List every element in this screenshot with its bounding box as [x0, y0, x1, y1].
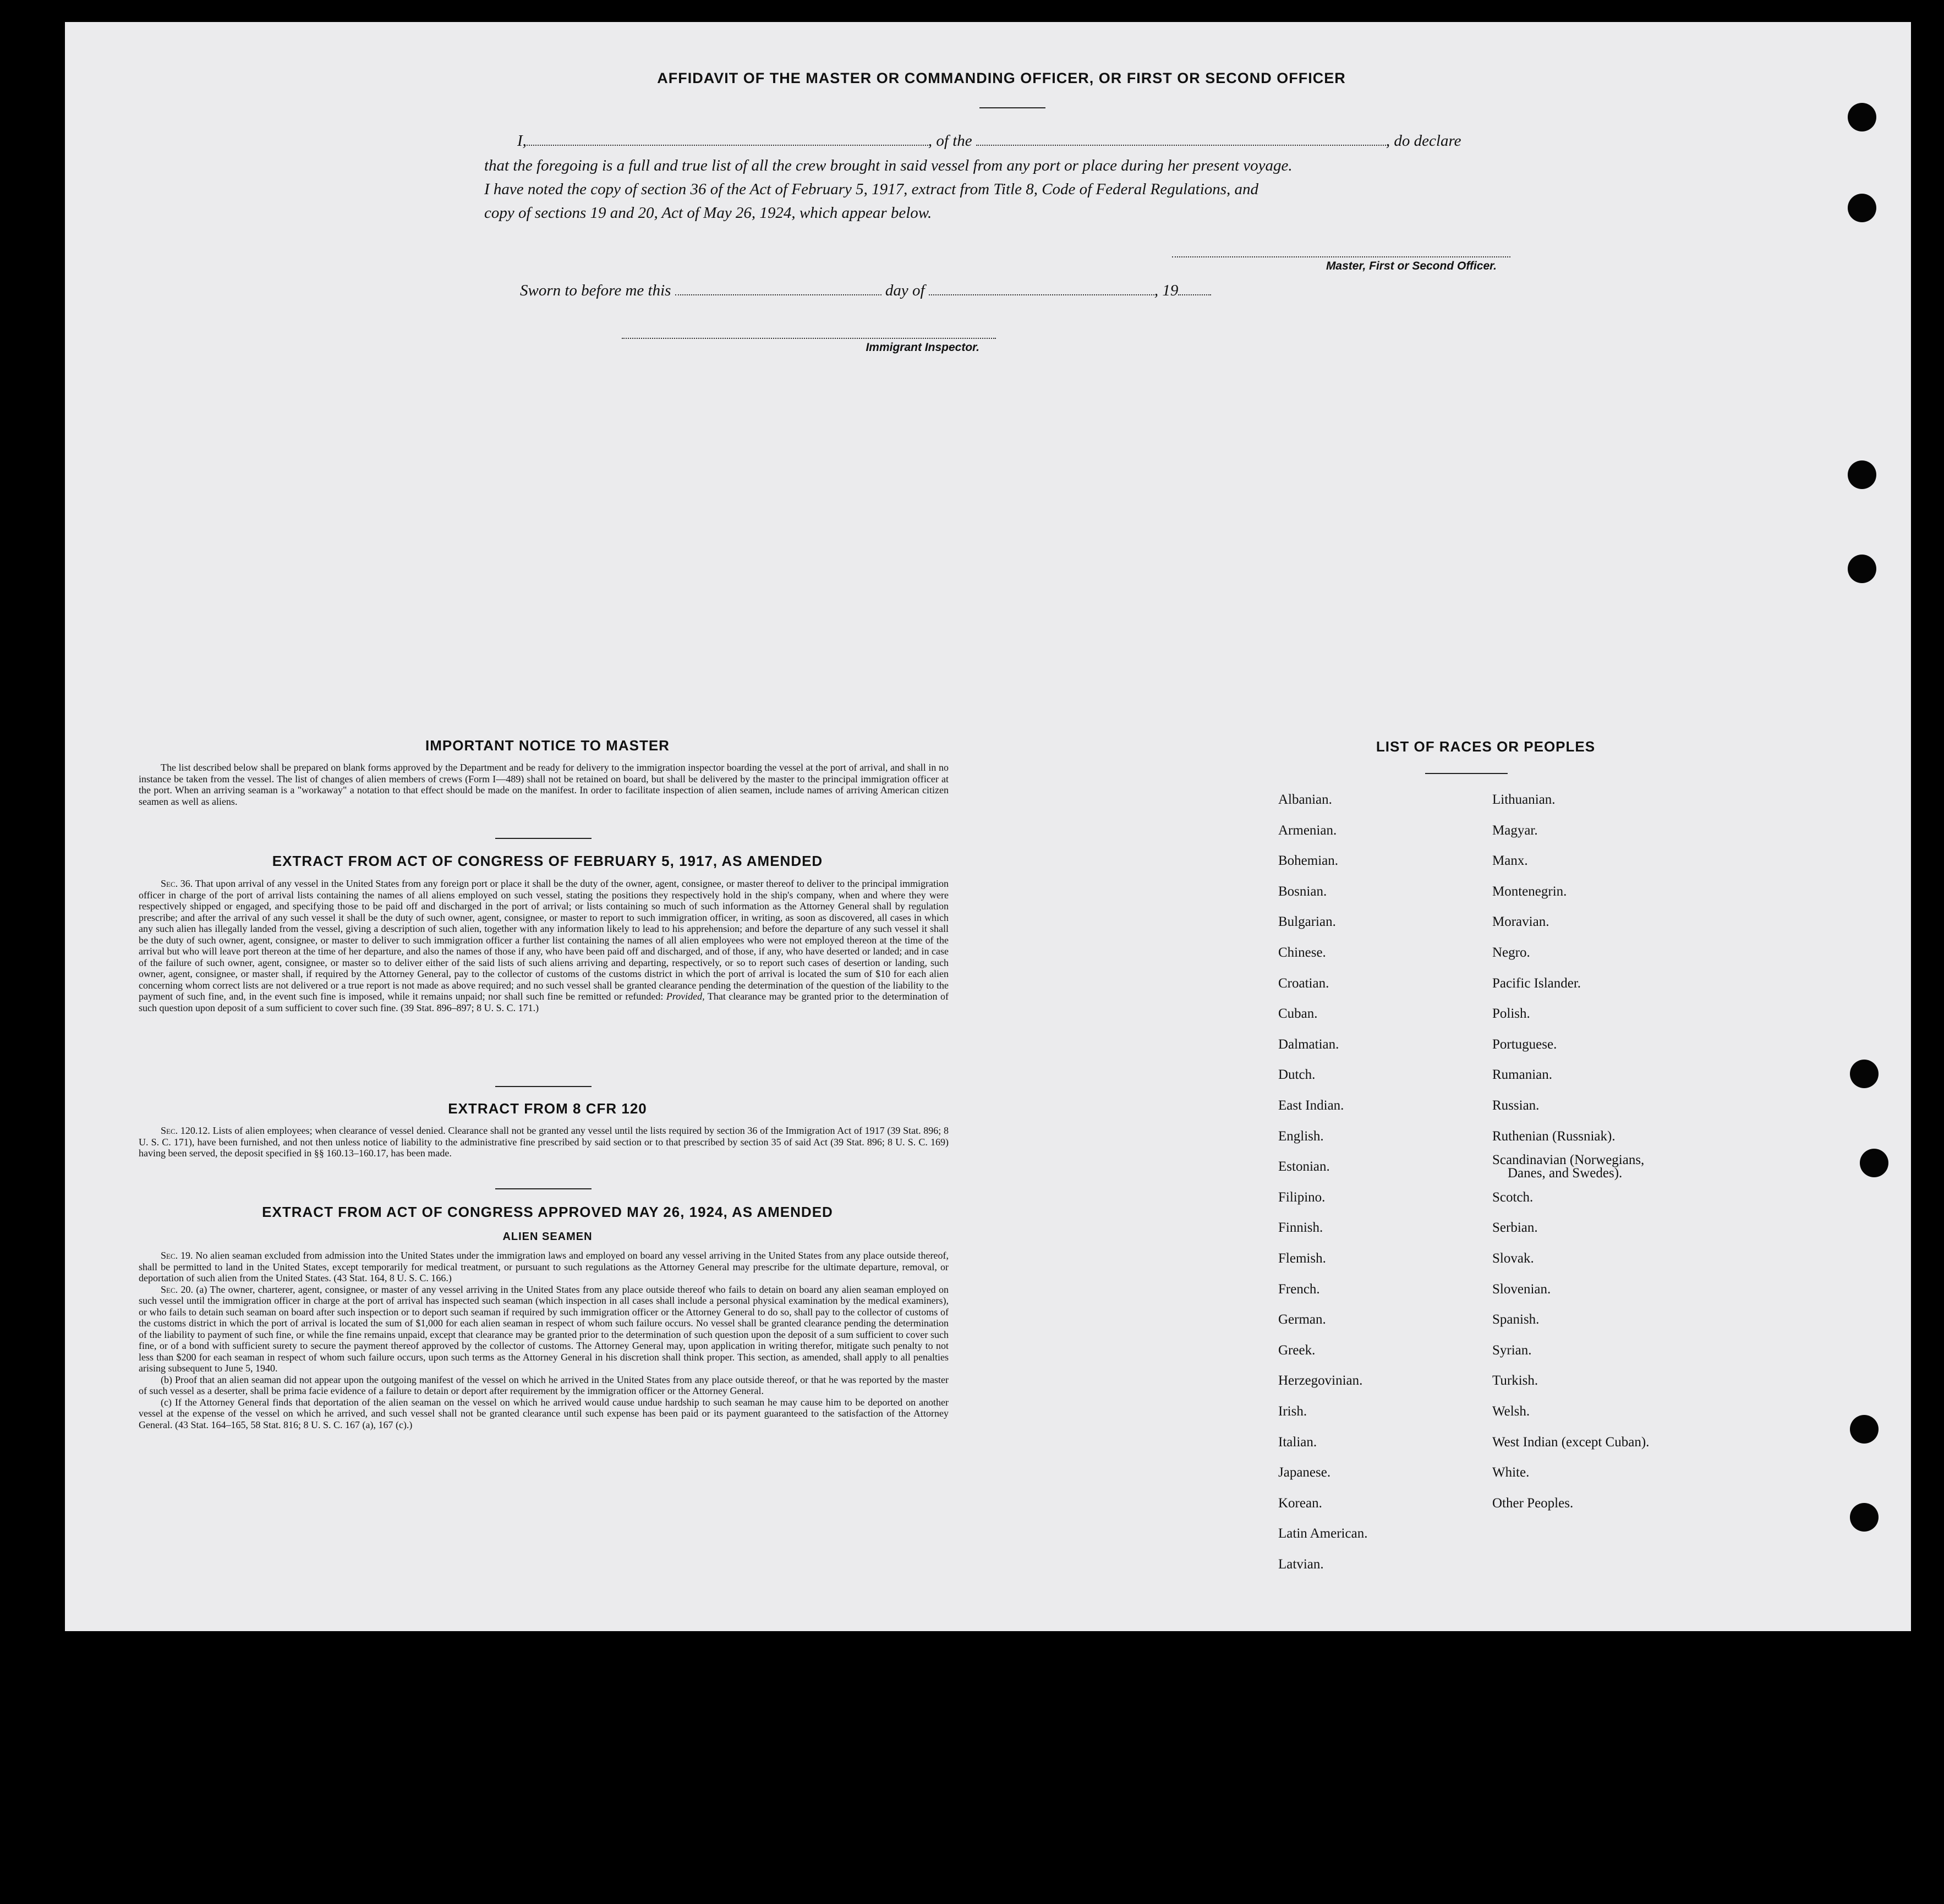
- race-item: Herzegovinian.: [1278, 1373, 1363, 1389]
- race-item: Estonian.: [1278, 1159, 1330, 1175]
- sec-19-label: Sec. 19.: [161, 1250, 193, 1261]
- vessel-name-blank[interactable]: [976, 145, 1386, 146]
- sec-20c-paragraph: (c) If the Attorney General finds that deportation of the alien seaman on the vessel on which he arrived would cause undue hardship to such seaman he may cause him to be deported on another vessel at the expense of the vessel on which he arrived, and such vessel shall not be granted clearance until such expense has been paid or its payment guaranteed to the satisfaction of the Attorney General. (43 Stat. 164–165, 58 Stat. 816; 8 U. S. C. 167 (a), 167 (c).): [139, 1396, 949, 1430]
- race-item: Bohemian.: [1278, 853, 1339, 869]
- race-item: Albanian.: [1278, 792, 1332, 807]
- sec-19-paragraph: [139, 1250, 949, 1284]
- race-item: Moravian.: [1492, 914, 1549, 930]
- extract-cfr-title: EXTRACT FROM 8 CFR 120: [448, 1100, 647, 1117]
- race-item: West Indian (except Cuban).: [1492, 1434, 1650, 1450]
- race-item: Latin American.: [1278, 1526, 1368, 1541]
- affidavit-declaration-line: [517, 132, 1513, 150]
- sec-20a-paragraph: [139, 1284, 949, 1374]
- race-item: Slovak.: [1492, 1251, 1534, 1266]
- races-title: LIST OF RACES OR PEOPLES: [1376, 738, 1596, 755]
- alien-seamen-subtitle: ALIEN SEAMEN: [502, 1231, 593, 1243]
- binder-hole: [1860, 1149, 1888, 1177]
- master-signature-label: Master, First or Second Officer.: [1326, 260, 1497, 272]
- sworn-year-blank[interactable]: [1178, 294, 1211, 295]
- extract-1917-title: EXTRACT FROM ACT OF CONGRESS OF FEBRUARY 5, 1917, AS AMENDED: [272, 853, 823, 869]
- binder-hole: [1848, 555, 1876, 583]
- provided-label: Provided,: [666, 991, 705, 1002]
- race-item: Irish.: [1278, 1404, 1307, 1419]
- race-item: Cuban.: [1278, 1006, 1318, 1022]
- race-item: Ruthenian (Russniak).: [1492, 1128, 1616, 1144]
- sec-36-text: That upon arrival of any vessel in the United States from any foreign port or place it shall be the duty of the owner, agent, consignee, or master thereof to deliver to the principal immigration officer in charge of the port of arrival lists containing the names of all aliens employed on such vessel, stating the positions they respectively hold in the ship's company, when and where they were respectively shipped or engaged, and specifying those to be paid off and discharged in the port of arrival; or lists containing so much of such information as the Attorney General shall by regulation prescribe; and after the arrival of any such vessel it shall be the duty of such owner, agent, consignee, or master to report to such immigration officer, in writing, as soon as discovered, all cases in which any such alien has illegally landed from the vessel, giving a description of such alien, together with any information likely to lead to his apprehension; and before the departure of any such vessel it shall be the duty of such owner, agent, consignee, or master to deliver to such immigration officer a further list containing the names of all alien employees who were not employed thereon at the time of the arrival but who will leave port thereon at the time of her departure, and also the names of those if any, who have been paid off and discharged, and of those, if any, who have deserted or landed; and in case of the failure of such owner, agent, consignee, or master so to deliver either of the said lists of such aliens arriving and departing, respectively, or so to report such cases of desertion or landing, such owner, agent, consignee, or master shall, if required by the Attorney General, pay to the collector of customs of the customs district in which the port of arrival is located the sum of $10 for each alien concerning whom correct lists are not delivered or a true report is not made as above required; and no such vessel shall be granted clearance pending the determination of the question of the liability to the payment of such fine, and, in the event such fine is imposed, while it remains unpaid; nor shall such fine be remitted or refunded:: [139, 878, 949, 1002]
- race-item: Finnish.: [1278, 1220, 1323, 1236]
- race-item: Turkish.: [1492, 1373, 1538, 1389]
- binder-hole: [1850, 1415, 1879, 1444]
- binder-hole: [1850, 1060, 1879, 1088]
- binder-hole: [1848, 103, 1876, 131]
- race-item: Polish.: [1492, 1006, 1530, 1022]
- race-item: Welsh.: [1492, 1404, 1530, 1419]
- race-item: Russian.: [1492, 1098, 1540, 1113]
- of-the-label: , of the: [928, 132, 972, 150]
- race-item: Japanese.: [1278, 1465, 1331, 1480]
- race-item: Spanish.: [1492, 1312, 1540, 1327]
- race-item: French.: [1278, 1281, 1320, 1297]
- affidavit-text-line: that the foregoing is a full and true list of all the crew brought in said vessel from any port or place during her present voyage.: [484, 157, 1293, 174]
- race-item: Slovenian.: [1492, 1281, 1551, 1297]
- race-item: Negro.: [1492, 945, 1530, 960]
- divider: [495, 1188, 592, 1189]
- affidavit-text: [484, 154, 1513, 225]
- affidavit-text-line: copy of sections 19 and 20, Act of May 26, 1924, which appear below.: [484, 204, 932, 222]
- sec-36-label: Sec. 36.: [161, 878, 193, 889]
- sec-120-label: Sec. 120.12.: [161, 1125, 210, 1136]
- race-item: Armenian.: [1278, 822, 1337, 838]
- race-item: Scandinavian (Norwegians,: [1492, 1153, 1645, 1168]
- sec-36-text-end: That clearance may be granted prior to the determination of such question upon deposit of a sum sufficient to cover such fine. (39 Stat. 896–897; 8 U. S. C. 171.): [139, 991, 949, 1013]
- inspector-signature-line[interactable]: [622, 325, 996, 339]
- sec-19-text: No alien seaman excluded from admission into the United States under the immigration laws and employed on board any vessel arriving in the United States from any place outside thereof, shall be permitted to land in the United States, except temporarily for medical treatment, or pursuant to such regulations as the Attorney General may prescribe for the ultimate departure, removal, or deportation of such alien from the United States. (43 Stat. 164, 8 U. S. C. 166.): [139, 1250, 949, 1283]
- race-item: Pacific Islander.: [1492, 975, 1581, 991]
- race-item: Croatian.: [1278, 975, 1329, 991]
- race-item: White.: [1492, 1465, 1530, 1480]
- sec-20-label: Sec. 20.: [161, 1283, 193, 1295]
- race-item: Dutch.: [1278, 1067, 1316, 1083]
- race-item: Rumanian.: [1492, 1067, 1553, 1083]
- race-item: Dalmatian.: [1278, 1036, 1339, 1052]
- extract-1924-title: EXTRACT FROM ACT OF CONGRESS APPROVED MAY 26, 1924, AS AMENDED: [262, 1204, 833, 1220]
- race-item: Flemish.: [1278, 1251, 1326, 1266]
- extract-cfr-body: [139, 1125, 949, 1159]
- title-underline: [979, 107, 1045, 108]
- race-item: Portuguese.: [1492, 1036, 1557, 1052]
- divider: [495, 838, 592, 839]
- sec-20a-text: (a) The owner, charterer, agent, consignee, or master of any vessel arriving in the United States from any place outside thereof who fails to detain on board any alien seaman employed on such vessel until the immigration officer in charge at the port of arrival has inspected such seaman (which inspection in all cases shall include a personal physical examination by the medical examiners), or who fails to detain such seaman on board after such inspection or to deport such seaman if required by such immigration officer or the Attorney General to do so, shall pay to the collector of customs of the customs district in which the port of arrival is located the sum of $1,000 for each alien seaman in respect of whom such failure occurs. No vessel shall be granted clearance pending the determination of the liability to payment of such fine, or while the fine remains unpaid, except that clearance may be granted prior to the determination of such question upon the deposit of a sum sufficient to cover such fine, or of a bond with sufficient surety to secure the payment thereof approved by the collector of customs. The Attorney General may, upon application in writing therefor, mitigate such penalty to not less than $200 for each seaman in respect of whom such failure occurs, upon such terms as the Attorney General in his discretion shall think proper. This section, as amended, shall apply to all penalties arising subsequent to June 5, 1940.: [139, 1283, 949, 1374]
- race-item: Magyar.: [1492, 822, 1538, 838]
- race-item: Italian.: [1278, 1434, 1317, 1450]
- binder-hole: [1848, 194, 1876, 222]
- sec-120-text: Lists of alien employees; when clearance of vessel denied. Clearance shall not be granted any vessel until the lists required by section 36 of the Immigration Act of 1917 (39 Stat. 896; 8 U. S. C. 171), have been furnished, and not then unless notice of liability to the administrative fine prescribed by said section or to that prescribed by section 35 of said Act (39 Stat. 896; 8 U. S. C. 169) having been served, the deposit specified in §§ 160.13–160.17, has been made.: [139, 1125, 949, 1159]
- race-item: English.: [1278, 1128, 1324, 1144]
- sworn-date-blank[interactable]: [675, 294, 881, 295]
- officer-name-blank[interactable]: [527, 145, 928, 146]
- race-item: Danes, and Swedes).: [1508, 1166, 1623, 1181]
- race-item: Bulgarian.: [1278, 914, 1336, 930]
- notice-title: IMPORTANT NOTICE TO MASTER: [425, 737, 670, 754]
- sworn-label: Sworn to before me this: [520, 282, 671, 299]
- race-item: Lithuanian.: [1492, 792, 1556, 807]
- sec-20b-paragraph: (b) Proof that an alien seaman did not appear upon the outgoing manifest of the vessel on which he arrived in the United States from any place outside thereof, or that he was reported by the master of such vessel as a deserter, shall be prima facie evidence of a failure to detain or deport after requirement by the immigration officer or the Attorney General.: [139, 1374, 949, 1396]
- divider: [495, 1086, 592, 1087]
- sworn-line: [520, 282, 1345, 300]
- races-title-underline: [1425, 773, 1508, 774]
- race-item: East Indian.: [1278, 1098, 1344, 1113]
- binder-hole: [1848, 460, 1876, 489]
- race-item: Bosnian.: [1278, 884, 1327, 899]
- declare-label: , do declare: [1386, 132, 1461, 150]
- binder-hole: [1850, 1503, 1879, 1532]
- extract-1917-body: [139, 878, 949, 1013]
- inspector-label: Immigrant Inspector.: [866, 341, 979, 354]
- year-label: , 19: [1154, 282, 1179, 299]
- race-item: Manx.: [1492, 853, 1528, 869]
- race-item: Other Peoples.: [1492, 1495, 1574, 1511]
- extract-1924-body: [139, 1250, 949, 1430]
- race-item: Montenegrin.: [1492, 884, 1567, 899]
- race-item: Scotch.: [1492, 1189, 1534, 1205]
- race-item: Serbian.: [1492, 1220, 1538, 1236]
- notice-body: The list described below shall be prepared on blank forms approved by the Department and be ready for delivery to the immigration inspector boarding the vessel at the port of arrival, and shall in no instance be taken from the vessel. The list of changes of alien members of crews (Form I—489) shall not be retained on board, but shall be delivered by the master to the principal immigration officer at the port. When an arriving seaman is a "workaway" a notation to that effect should be made on the manifest. In order to facilitate inspection of alien seamen, include names of arriving American citizen seamen as well as aliens.: [139, 762, 949, 807]
- sworn-month-blank[interactable]: [929, 294, 1154, 295]
- i-label: I,: [517, 132, 527, 150]
- affidavit-title: AFFIDAVIT OF THE MASTER OR COMMANDING OFFICER, OR FIRST OR SECOND OFFICER: [657, 70, 1346, 86]
- affidavit-text-line: I have noted the copy of section 36 of the Act of February 5, 1917, extract from Title 8, Code of Federal Regulations, and: [484, 180, 1259, 198]
- race-item: Korean.: [1278, 1495, 1322, 1511]
- race-item: Syrian.: [1492, 1342, 1532, 1358]
- race-item: German.: [1278, 1312, 1326, 1327]
- race-item: Filipino.: [1278, 1189, 1326, 1205]
- day-of-label: day of: [885, 282, 925, 299]
- race-item: Latvian.: [1278, 1557, 1324, 1572]
- master-signature-line[interactable]: [1172, 242, 1510, 257]
- race-item: Chinese.: [1278, 945, 1326, 960]
- race-item: Greek.: [1278, 1342, 1316, 1358]
